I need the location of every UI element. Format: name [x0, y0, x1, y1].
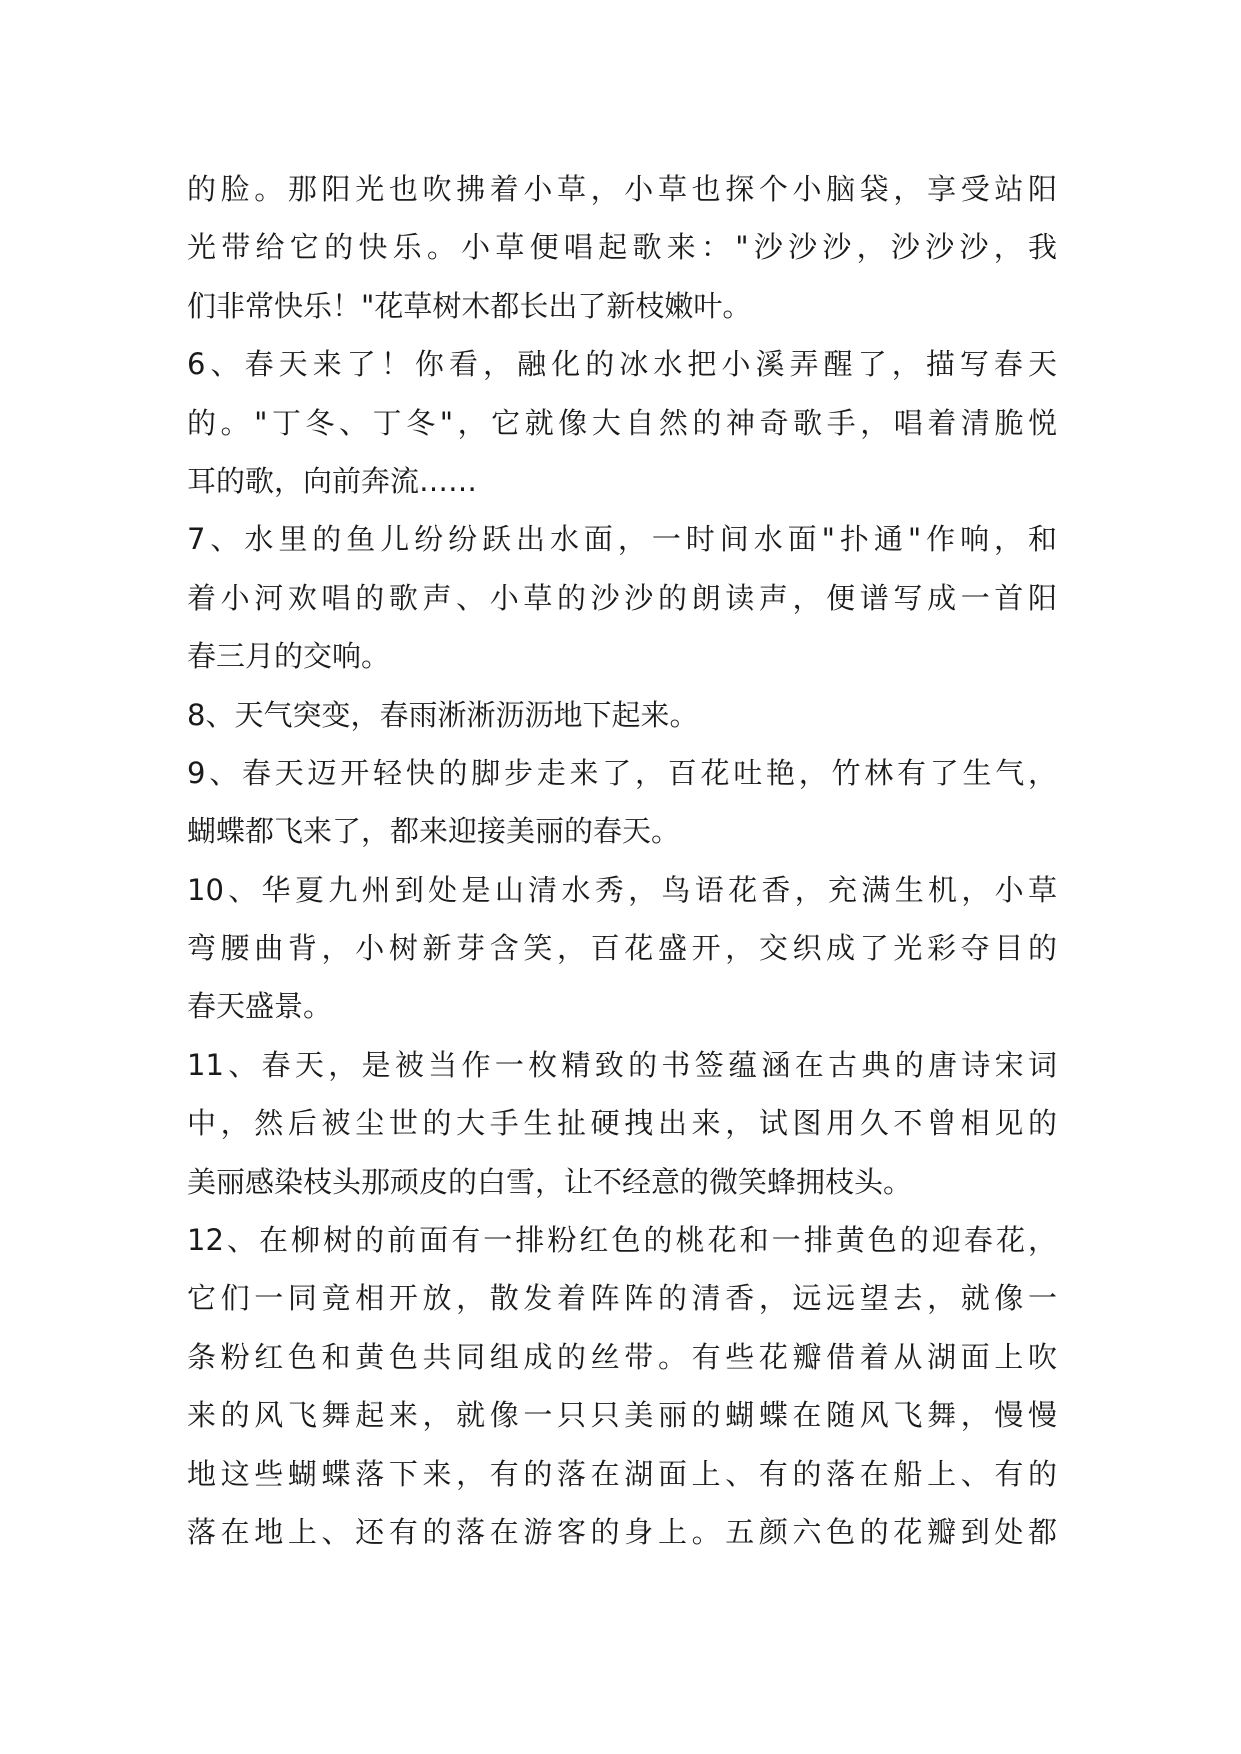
- text-line: 美丽感染枝头那顽皮的白雪，让不经意的微笑蜂拥枝头。: [187, 1164, 913, 1199]
- text-line: 弯腰曲背，小树新芽含笑，百花盛开，交织成了光彩夺目的: [187, 931, 1057, 966]
- text-line: 条粉红色和黄色共同组成的丝带。有些花瓣借着从湖面上吹: [187, 1339, 1057, 1374]
- text-line: 7、水里的鱼儿纷纷跃出水面，一时间水面"扑通"作响，和: [187, 522, 1057, 557]
- text-line: 12、在柳树的前面有一排粉红色的桃花和一排黄色的迎春花，: [187, 1223, 1057, 1258]
- text-line: 的。"丁冬、丁冬"，它就像大自然的神奇歌手，唱着清脆悦: [187, 405, 1057, 440]
- text-line: 9、春天迈开轻快的脚步走来了，百花吐艳，竹林有了生气，: [187, 755, 1057, 790]
- text-line: 蝴蝶都飞来了，都来迎接美丽的春天。: [187, 814, 681, 849]
- text-line: 10、华夏九州到处是山清水秀，鸟语花香，充满生机，小草: [187, 872, 1057, 907]
- text-line: 11、春天，是被当作一枚精致的书签蕴涵在古典的唐诗宋词: [187, 1047, 1057, 1082]
- text-line: 的脸。那阳光也吹拂着小草，小草也探个小脑袋，享受站阳: [187, 172, 1057, 206]
- text-line: 来的风飞舞起来，就像一只只美丽的蝴蝶在随风飞舞，慢慢: [187, 1398, 1057, 1433]
- text-line: 们非常快乐！"花草树木都长出了新枝嫩叶。: [187, 288, 752, 323]
- text-line: 中，然后被尘世的大手生扯硬拽出来，试图用久不曾相见的: [187, 1106, 1057, 1141]
- text-line: 春三月的交响。: [187, 639, 391, 674]
- text-line: 光带给它的快乐。小草便唱起歌来："沙沙沙，沙沙沙，我: [187, 230, 1057, 265]
- text-line: 8、天气突变，春雨淅淅沥沥地下起来。: [187, 697, 699, 732]
- text-line: 地这些蝴蝶落下来，有的落在湖面上、有的落在船上、有的: [187, 1456, 1057, 1491]
- text-line: 春天盛景。: [187, 989, 333, 1024]
- text-line: 6、春天来了！你看，融化的冰水把小溪弄醒了，描写春天: [187, 347, 1057, 382]
- text-line: 耳的歌，向前奔流……: [187, 463, 478, 498]
- text-line: 落在地上、还有的落在游客的身上。五颜六色的花瓣到处都: [187, 1514, 1057, 1549]
- text-line: 着小河欢唱的歌声、小草的沙沙的朗读声，便谱写成一首阳: [187, 580, 1057, 615]
- text-line: 它们一同竟相开放，散发着阵阵的清香，远远望去，就像一: [187, 1281, 1057, 1316]
- document-body: [187, 160, 1057, 1561]
